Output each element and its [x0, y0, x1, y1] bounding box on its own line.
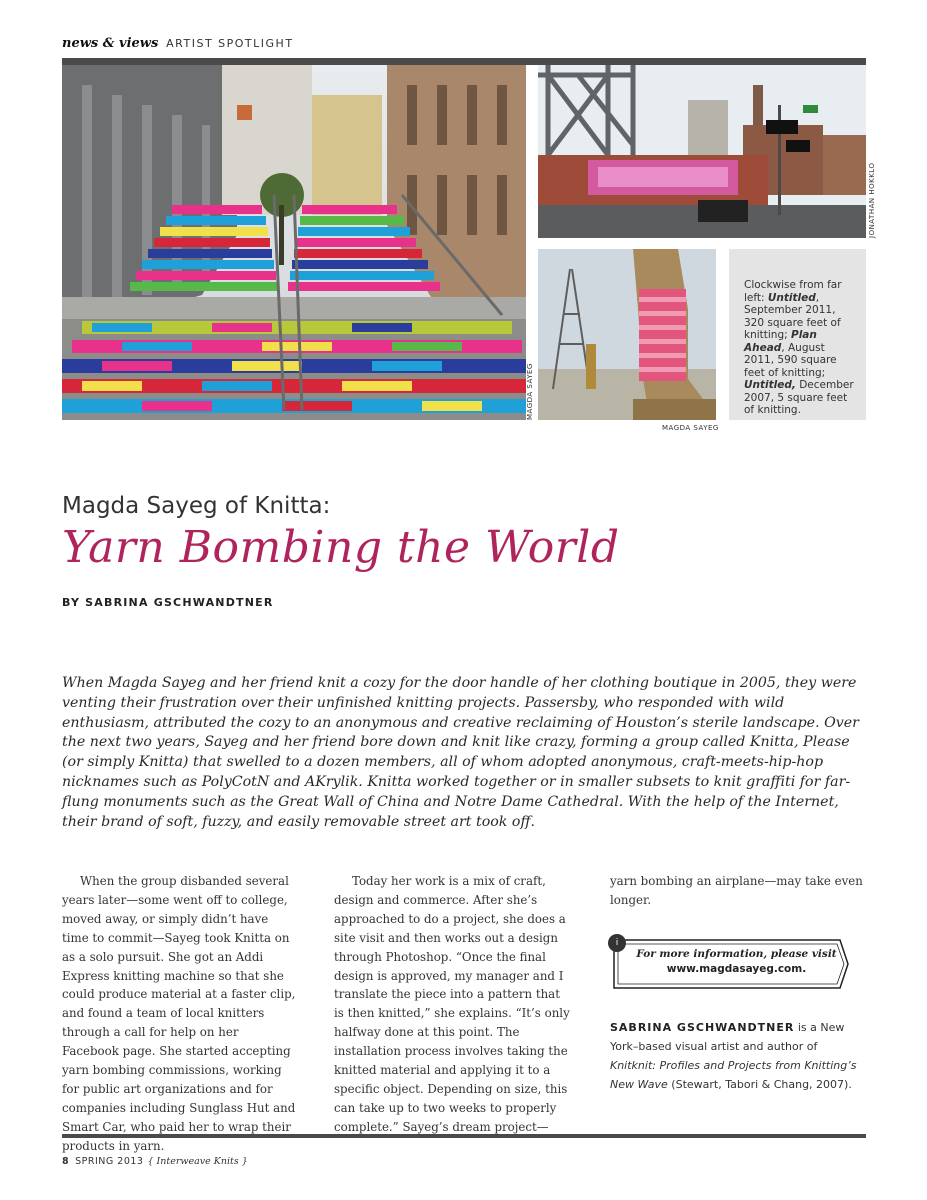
photo-caption	[729, 249, 866, 420]
body-column-2	[334, 872, 570, 1137]
bottom-rule	[62, 1134, 866, 1138]
caption-work-title: Untitled	[767, 291, 816, 304]
photo-credit-bridge: JONATHAN HOKKLO	[868, 162, 876, 238]
body-paragraph: Today her work is a mix of craft, design and commerce. After she’s approached to do a project, she does a site visit and then works out a design through Photoshop. “Once the final design is approved, my manager and I translate the piece into a pattern that is then knitted,” she explains. “It’s only halfway done at this point. The installation process involves taking the knitted material and applying it to a specific object. Depending on size, this can take up to two weeks to properly complete.” Sayeg’s dream project—	[334, 874, 570, 1134]
caption-work-title: Plan Ahead	[744, 329, 817, 354]
caption-text: December 2007, 5 square feet of knitting.	[744, 379, 854, 416]
bridge-illustration	[538, 65, 866, 238]
author-name: SABRINA GSCHWANDTNER	[610, 1021, 795, 1034]
caption-text: , September 2011, 320 square feet of knitting;	[744, 291, 841, 341]
caption-work-title: Untitled,	[744, 379, 796, 391]
article-title: Yarn Bombing the World	[62, 522, 620, 573]
photo-credit-stairs: MAGDA SAYEG	[526, 363, 534, 420]
body-paragraph: yarn bombing an airplane—may take even longer.	[610, 874, 863, 907]
caption-text: Clockwise from far left:	[744, 279, 842, 304]
article-kicker: Magda Sayeg of Knitta:	[62, 493, 331, 519]
book-title: Knitknit: Profiles and Projects from Knitting’s New Wave	[610, 1059, 857, 1091]
magazine-name: { Interweave Knits }	[147, 1156, 248, 1167]
article-byline: BY SABRINA GSCHWANDTNER	[62, 596, 274, 609]
photo-yarn-stairs	[62, 65, 526, 420]
section-header	[62, 36, 866, 52]
callout-link[interactable]: www.magdasayeg.com.	[666, 963, 807, 975]
section-name: news & views	[62, 36, 159, 51]
bio-text: (Stewart, Tabori & Chang, 2007).	[667, 1078, 852, 1091]
statue-illustration	[538, 249, 716, 420]
issue-label: SPRING 2013	[75, 1156, 144, 1167]
info-callout	[612, 938, 850, 990]
page-footer	[62, 1156, 248, 1167]
photo-credit-eiffel: MAGDA SAYEG	[662, 424, 719, 432]
stairs-illustration	[62, 65, 526, 420]
caption-text: , August 2011, 590 square feet of knitting;	[744, 341, 837, 379]
callout-text	[634, 947, 839, 977]
top-rule	[62, 58, 866, 65]
page-number: 8	[62, 1156, 70, 1167]
bio-text: is a New York–based visual artist and author of	[610, 1021, 845, 1053]
info-icon: i	[608, 934, 626, 952]
callout-line-1: For more information, please visit	[636, 948, 837, 960]
subsection-name: ARTIST SPOTLIGHT	[166, 37, 294, 50]
article-intro: When Magda Sayeg and her friend knit a cozy for the door handle of her clothing boutique in 2005, they were venting their frustration over their unfinished knitting projects. Passersby, who responded with wild enthusiasm, attributed the cozy to an anonymous and creative reclaiming of Houston’s sterile landscape. Over the next two years, Sayeg and her friend bore down and knit like crazy, forming a group called Knitta, Please (or simply Knitta) that swelled to a dozen members, all of whom adopted anonymous, craft-meets-hip-hop nicknames such as PolyCotN and AKrylik. Knitta worked together or in smaller subsets to knit graffiti for far-flung monuments such as the Great Wall of China and Notre Dame Cathedral. With the help of the Internet, their brand of soft, fuzzy, and easily removable street art took off.	[62, 675, 859, 830]
photo-plan-ahead	[538, 65, 866, 238]
body-column-1	[62, 872, 298, 1156]
body-paragraph: When the group disbanded several years later—some went off to college, moved away, or simply didn’t have time to commit—Sayeg took Knitta on as a solo pursuit. She got an Addi Express knitting machine so that she could produce material at a faster clip, and found a team of local knitters through a call for help on her Facebook page. She started accepting yarn bombing commissions, working for public art organizations and for companies including Sunglass Hut and Smart Car, who paid her to wrap their products in yarn.	[62, 874, 296, 1153]
photo-statue-leg	[538, 249, 716, 420]
body-column-3	[610, 872, 866, 910]
author-bio	[610, 1018, 866, 1094]
